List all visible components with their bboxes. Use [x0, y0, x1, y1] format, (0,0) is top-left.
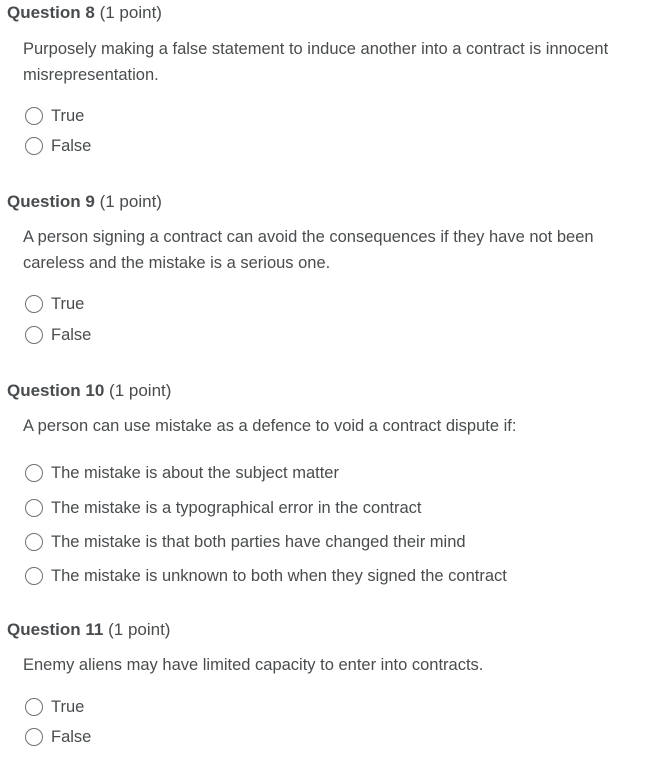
question-points: (1 point): [108, 620, 171, 639]
option-label: The mistake is a typographical error in the contract: [51, 498, 422, 517]
question-points: (1 point): [99, 192, 162, 211]
radio-button[interactable]: [25, 533, 43, 551]
option-subject-matter[interactable]: [25, 461, 339, 485]
radio-button[interactable]: [25, 728, 43, 746]
option-label: The mistake is that both parties have changed their mind: [51, 532, 466, 551]
radio-button[interactable]: [25, 567, 43, 585]
question-title: Question 9: [7, 192, 95, 211]
question-text: A person signing a contract can avoid the consequences if they have not been careless and the mistake is a serious one.: [23, 228, 594, 272]
option-label: False: [51, 325, 92, 344]
option-true[interactable]: [25, 695, 84, 719]
option-true[interactable]: [25, 104, 84, 128]
question-points: (1 point): [99, 3, 162, 22]
question-header: [7, 3, 162, 23]
option-label: True: [51, 106, 85, 125]
radio-button[interactable]: [25, 499, 43, 517]
question-header: [7, 381, 171, 401]
radio-button[interactable]: [25, 698, 43, 716]
question-title: Question 8: [7, 3, 95, 22]
option-label: The mistake is unknown to both when they signed the contract: [51, 566, 507, 585]
radio-button[interactable]: [25, 326, 43, 344]
question-header: [7, 192, 162, 212]
radio-button[interactable]: [25, 137, 43, 155]
radio-button[interactable]: [25, 464, 43, 482]
question-title: Question 10: [7, 381, 105, 400]
question-title: Question 11: [7, 620, 104, 639]
option-false[interactable]: [25, 323, 91, 347]
question-text: Enemy aliens may have limited capacity to enter into contracts.: [23, 656, 484, 674]
option-unknown-to-both[interactable]: [25, 564, 507, 588]
option-label: True: [51, 697, 85, 716]
option-label: True: [51, 294, 85, 313]
option-label: False: [51, 727, 92, 746]
option-label: False: [51, 136, 92, 155]
question-text: Purposely making a false statement to induce another into a contract is innocent misrepresentation.: [23, 40, 609, 84]
question-text: A person can use mistake as a defence to void a contract dispute if:: [23, 417, 517, 435]
option-false[interactable]: [25, 134, 91, 158]
question-header: [7, 620, 170, 640]
option-label: The mistake is about the subject matter: [51, 463, 339, 482]
question-points: (1 point): [109, 381, 172, 400]
option-typographical-error[interactable]: [25, 496, 422, 520]
radio-button[interactable]: [25, 107, 43, 125]
option-false[interactable]: [25, 725, 91, 749]
option-true[interactable]: [25, 292, 84, 316]
radio-button[interactable]: [25, 295, 43, 313]
option-changed-mind[interactable]: [25, 530, 466, 554]
